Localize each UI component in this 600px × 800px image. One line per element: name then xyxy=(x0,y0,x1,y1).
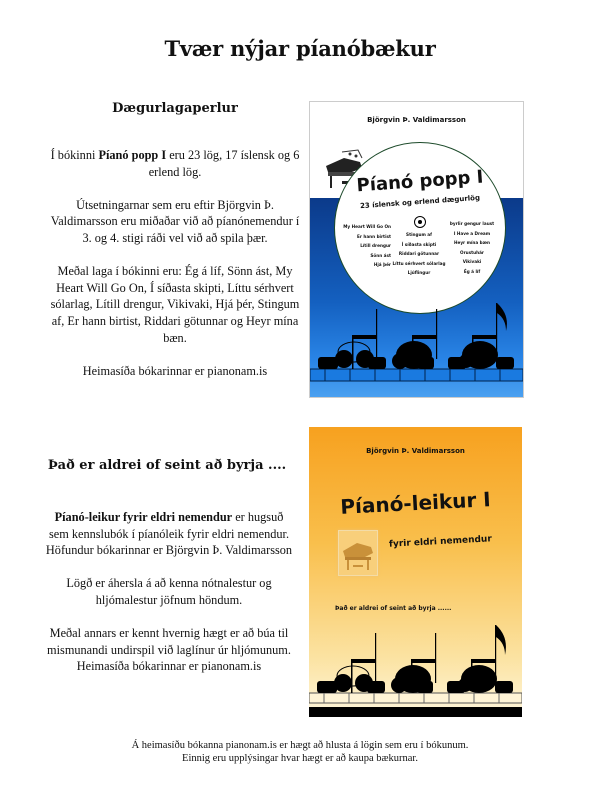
song-item: I Have a Dream xyxy=(453,230,491,236)
section2-intro-post: er hugsuð sem kennslubók í píanóleik fyrir eldri nemendur. Höfundur bókarinnar er Björgvin Þ. Valdimarsson xyxy=(45,510,293,558)
song-item: My Heart Will Go On xyxy=(343,224,391,229)
song-item: Lítill drengur xyxy=(360,243,391,248)
song-list-right xyxy=(445,221,499,278)
cover2-tagline: Það er aldrei of seint að byrja ...... xyxy=(335,605,452,612)
section2-heading: Það er aldrei of seint að byrja .... xyxy=(47,458,287,473)
cover2-author: Björgvin Þ. Valdimarsson xyxy=(366,447,465,455)
song-item: Í síðasta skipti xyxy=(401,241,437,247)
song-item: Ljúflingur xyxy=(407,270,431,275)
section2-focus: Lögð er áhersla á að kenna nótnalestur og hljómalestur jöfnum höndum. xyxy=(66,576,272,607)
section1-intro xyxy=(50,147,300,180)
cover1-title: Píanó popp I xyxy=(355,166,485,197)
cover2-subtitle: fyrir eldri nemendur xyxy=(388,534,493,550)
book-cover-piano-leikur xyxy=(309,427,522,717)
song-item: Ég á líf xyxy=(463,268,481,274)
section2-accompaniment: Meðal annars er kennt hvernig hægt er að búa til mismunandi undirspil við laglínur úr hljómunum. xyxy=(47,626,291,657)
book-title-piano-leikur: Píanó-leikur fyrir eldri nemendur xyxy=(54,510,233,524)
song-item: Vikivaki xyxy=(462,259,482,264)
song-item: Stingum af xyxy=(406,232,432,237)
music-notes-illustration xyxy=(310,297,523,397)
cover1-subtitle: 23 íslensk og erlend dægurlög xyxy=(359,193,481,211)
section1-body xyxy=(50,147,300,396)
section1-intro-post: eru 23 lög, 17 íslensk og 6 erlend lög. xyxy=(148,148,300,179)
song-list-left xyxy=(339,224,391,272)
disc-hole-icon xyxy=(414,216,426,228)
footer-line-1: Á heimasíðu bókanna pianonam.is er hægt að hlusta á lögin sem eru í bókunum. xyxy=(131,740,469,751)
cover1-author: Björgvin Þ. Valdimarsson xyxy=(367,116,466,124)
footer-note xyxy=(0,740,600,765)
song-item: Þyrlir gengur laust xyxy=(449,221,495,226)
cd-disc xyxy=(334,142,506,314)
song-item: Er hann birtist xyxy=(356,233,391,239)
song-item: Heyr mína bæn xyxy=(453,240,491,245)
song-item: Hjá þér xyxy=(373,262,391,267)
section2-intro xyxy=(44,509,294,559)
grand-piano-icon xyxy=(338,530,378,576)
section1-songs: Meðal laga í bókinni eru: Ég á líf, Sönn ást, My Heart Will Go On, Í síðasta skipti, Líttu sérhvert sólarlag, Lítill drengur, Vikivaki, Hjá þér, Stingum af, Er hann birtist, Riddari götunnar og Heyr mína bæn. xyxy=(50,264,300,345)
song-list-middle xyxy=(389,232,449,280)
song-item: Líttu sérhvert sólarlag xyxy=(392,260,446,266)
cover2-title: Píanó-leikur I xyxy=(339,487,492,519)
section1-arrangements: Útsetningarnar sem eru eftir Björgvin Þ. Valdimarsson eru miðaðar við að píanónemendur í 3. og 4. stigi ráði vel við að spila þær. xyxy=(50,197,300,245)
book-title-piano-popp: Píanó popp I xyxy=(98,148,167,162)
song-item: Sönn ást xyxy=(370,252,391,258)
footer-line-2: Einnig eru upplýsingar hvar hægt er að kaupa bækurnar. xyxy=(182,752,418,764)
section1-intro-pre: Í bókinni xyxy=(50,148,99,162)
section1-heading: Dægurlagaperlur xyxy=(112,101,238,116)
page-title: Tvær nýjar píanóbækur xyxy=(164,36,436,61)
music-notes-illustration xyxy=(309,617,522,717)
song-item: Orustuhár xyxy=(460,249,484,255)
section2-homepage: Heimasíða bókarinnar er pianonam.is xyxy=(76,659,262,674)
song-item: Riddari götunnar xyxy=(398,251,440,256)
section2-body xyxy=(44,509,294,692)
section1-homepage: Heimasíða bókarinnar er pianonam.is xyxy=(82,363,268,378)
book-cover-piano-popp xyxy=(309,101,524,398)
